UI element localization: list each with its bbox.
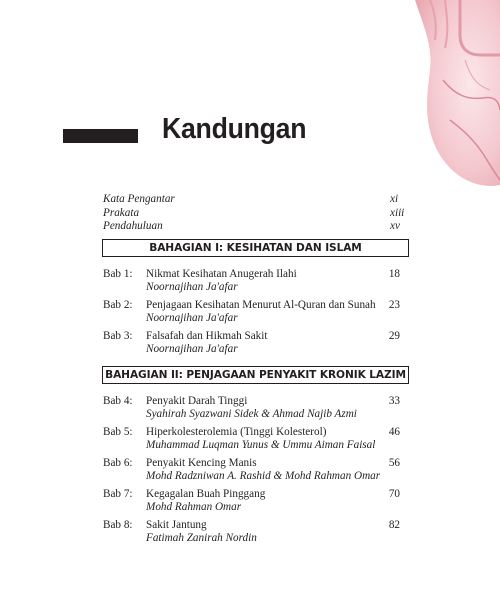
front-matter-label: Prakata	[103, 206, 140, 219]
chapter-page: 18	[388, 268, 400, 280]
chapter-author: Syahirah Syazwani Sidek & Ahmad Najib Azmi	[146, 408, 357, 420]
chapter-page: 46	[388, 426, 400, 438]
chapter-author: Fatimah Zanirah Nordin	[146, 532, 257, 544]
title-bar-decoration	[63, 129, 138, 143]
chapter-title: Penyakit Darah Tinggi	[146, 395, 248, 407]
front-matter-item	[103, 193, 410, 207]
chapter-title: Hiperkolesterolemia (Tinggi Kolesterol)	[146, 426, 327, 438]
chapter-number: Bab 6:	[103, 457, 133, 469]
chapter-number: Bab 7:	[103, 488, 133, 500]
chapter-page: 82	[388, 519, 400, 531]
chapter-number: Bab 8:	[103, 519, 133, 531]
chapter-author: Muhammad Luqman Yunus & Ummu Aiman Faisal	[146, 439, 376, 451]
front-matter-label: Pendahuluan	[103, 220, 163, 232]
chapter-title: Penyakit Kencing Manis	[146, 457, 257, 469]
chapter-page: 23	[388, 299, 400, 311]
front-matter-page: xi	[390, 193, 399, 205]
chapter-author: Noornajihan Ja'afar	[146, 312, 238, 324]
chapter-title: Sakit Jantung	[146, 519, 207, 531]
section-heading: BAHAGIAN II: PENJAGAAN PENYAKIT KRONIK LAZIM	[102, 366, 409, 384]
front-matter-label: Kata Pengantar	[103, 193, 175, 205]
chapter-page: 70	[388, 488, 400, 500]
chapter-title: Kegagalan Buah Pinggang	[146, 488, 266, 500]
chapter-title: Falsafah dan Hikmah Sakit	[146, 330, 268, 342]
chapter-author: Mohd Rahman Omar	[146, 501, 242, 513]
front-matter-item	[103, 207, 410, 221]
page-title: Kandungan	[162, 113, 307, 145]
front-matter-page: xv	[390, 220, 400, 232]
chapter-title: Nikmat Kesihatan Anugerah Ilahi	[146, 268, 297, 280]
front-matter-page: xiii	[390, 206, 405, 219]
chapter-number: Bab 4:	[103, 395, 133, 407]
section-heading: BAHAGIAN I: KESIHATAN DAN ISLAM	[102, 239, 409, 257]
chapter-number: Bab 1:	[103, 268, 133, 280]
front-matter-list	[103, 193, 410, 234]
chapter-author: Noornajihan Ja'afar	[146, 281, 238, 293]
chapter-number: Bab 5:	[103, 426, 133, 438]
chapter-number: Bab 3:	[103, 330, 133, 342]
front-matter-item	[103, 220, 410, 234]
chapter-author: Mohd Radzniwan A. Rashid & Mohd Rahman Omar	[146, 470, 381, 482]
chapter-number: Bab 2:	[103, 299, 133, 311]
heart-illustration	[375, 0, 500, 195]
chapter-page: 29	[388, 330, 400, 342]
chapter-author: Noornajihan Ja'afar	[146, 343, 238, 355]
chapter-title: Penjagaan Kesihatan Menurut Al-Quran dan Sunah	[146, 299, 376, 311]
chapter-page: 56	[388, 457, 400, 469]
chapter-page: 33	[388, 395, 400, 407]
